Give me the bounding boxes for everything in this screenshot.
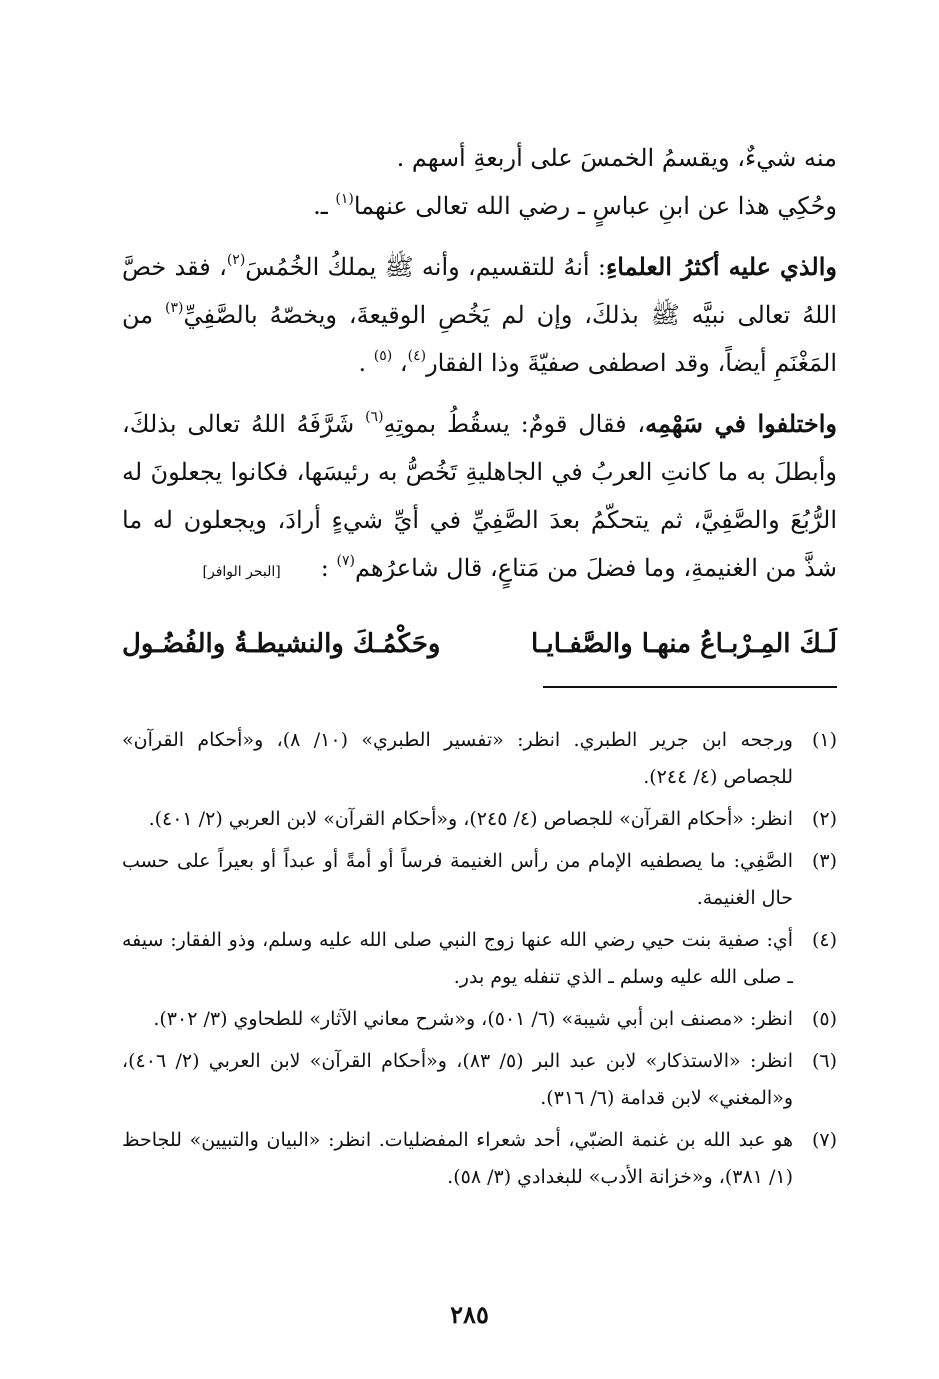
footnote-text: هو عبد الله بن غنمة الضبّي، أحد شعراء المفضليات. انظر: «البيان والتبيين» للجاحظ (١/ ٣٨١)، و«خزانة الأدب» للبغدادي (٣/ ٥٨).	[122, 1129, 793, 1188]
footnote-text: انظر: «أحكام القرآن» للجصاص (٤/ ٢٤٥)، و«أحكام القرآن» لابن العربي (٢/ ٤٠١).	[148, 808, 793, 830]
footnote-text: أي: صفية بنت حيي رضي الله عنها زوج النبي صلى الله عليه وسلم، وذو الفقار: سيفه ـ صلى الله عليه وسلم ـ الذي تنفله يوم بدر.	[122, 929, 793, 988]
footnote-text: الصَّفِي: ما يصطفيه الإمام من رأس الغنيمة فرساً أو أمةً أو عبداً أو بعيراً على حسب حال الغنيمة.	[122, 850, 793, 909]
footnote-text: انظر: «مصنف ابن أبي شيبة» (٦/ ٥٠١)، و«شرح معاني الآثار» للطحاوي (٣/ ٣٠٢).	[153, 1008, 793, 1030]
footnote-ref-2[interactable]: (٢)	[226, 252, 246, 268]
footnote-number: (٧)	[811, 1129, 837, 1151]
footnote-text: ورجحه ابن جرير الطبري. انظر: «تفسير الطبري» (١٠/ ٨)، و«أحكام القرآن» للجصاص (٤/ ٢٤٤).	[122, 729, 793, 788]
page-number: ٢٨٥	[450, 1300, 489, 1329]
footnotes	[122, 722, 837, 1201]
paragraph-4: واختلفوا في سَهْمِه، فقال قومٌ: يسقُطُ بموتِهِ$^{(٦)}$ شَرَّفَهُ اللهُ تعالى بذلكَ، وأبطلَ به ما كانتِ العربُ في الجاهليةِ تَخُصُّ به رئيسَها، فكانوا يجعلونَ له الرُّبُعَ والصَّفِيَّ، ثم يتحكّمُ بعدَ الصَّفِيِّ في أيِّ شيءٍ أرادَ، ويجعلون له ما شذَّ من الغنيمةِ، وما فضلَ من مَتاعٍ، قال شاعرُهم$^{(٧)}$ :[البحر الوافر]	[122, 409, 838, 582]
footnote-5	[122, 1001, 837, 1038]
verse-hemistich-1: لَـكَ المِـرْبـاعُ منهـا والصَّفـايـا	[530, 629, 837, 659]
footnote-number: (٣)	[811, 850, 837, 872]
paragraph-4-lead: واختلفوا في سَهْمِه	[645, 409, 838, 438]
paragraph-3: والذي عليه أكثرُ العلماءِ: أنهُ للتقسيم، وأنه ﷺ يملكُ الخُمُسَ$^{(٢)}$، فقد خصَّ اللهُ تعالى نبيَّه ﷺ بذلكَ، وإن لم يَخُصِ الوقيعةَ، ويخصّهُ بالصَّفِيِّ$^{(٣)}$ من المَغْنَمِ أيضاً، وقد اصطفى صفيّةَ وذا الفقار$^{(٤)}$، $^{(٥)}$ .	[122, 252, 837, 377]
footnote-number: (١)	[811, 729, 837, 751]
paragraph-2: وحُكِي هذا عن ابنِ عباسٍ ـ رضي الله تعالى عنهما$^{(١)}$ ـ.	[313, 191, 837, 220]
footnote-ref-6[interactable]: (٦)	[365, 409, 384, 425]
footnote-ref-3[interactable]: (٣)	[164, 300, 184, 316]
poetic-meter-label: [البحر الوافر]	[202, 564, 281, 580]
footnote-number: (٥)	[811, 1008, 837, 1030]
footnote-7	[122, 1122, 837, 1196]
footnote-number: (٦)	[811, 1050, 837, 1072]
paragraph-1: منه شيءٌ، ويقسمُ الخمسَ على أربعةِ أسهم .	[396, 144, 837, 172]
footnote-4	[122, 922, 837, 996]
footnote-number: (٢)	[811, 808, 837, 830]
footnote-ref-5[interactable]: (٥)	[373, 348, 393, 364]
main-text	[122, 134, 837, 596]
footnote-divider	[543, 686, 837, 688]
footnote-ref-7[interactable]: (٧)	[336, 553, 355, 569]
footnote-ref-1[interactable]: (١)	[335, 191, 354, 207]
paragraph-3-lead: والذي عليه أكثرُ العلماءِ	[605, 252, 837, 281]
footnote-2	[122, 801, 837, 838]
footnote-text: انظر: «الاستذكار» لابن عبد البر (٥/ ٨٣)، و«أحكام القرآن» لابن العربي (٢/ ٤٠٦)، و«المغني» لابن قدامة (٦/ ٣١٦).	[122, 1050, 793, 1109]
footnote-6	[122, 1043, 837, 1117]
footnote-3	[122, 843, 837, 917]
footnote-number: (٤)	[811, 929, 837, 951]
poetry-verse	[122, 620, 837, 668]
footnote-ref-4[interactable]: (٤)	[407, 348, 427, 364]
verse-hemistich-2: وحَكْمُـكَ والنشيطـةُ والفُضُـول	[122, 629, 441, 659]
footnote-1	[122, 722, 837, 796]
